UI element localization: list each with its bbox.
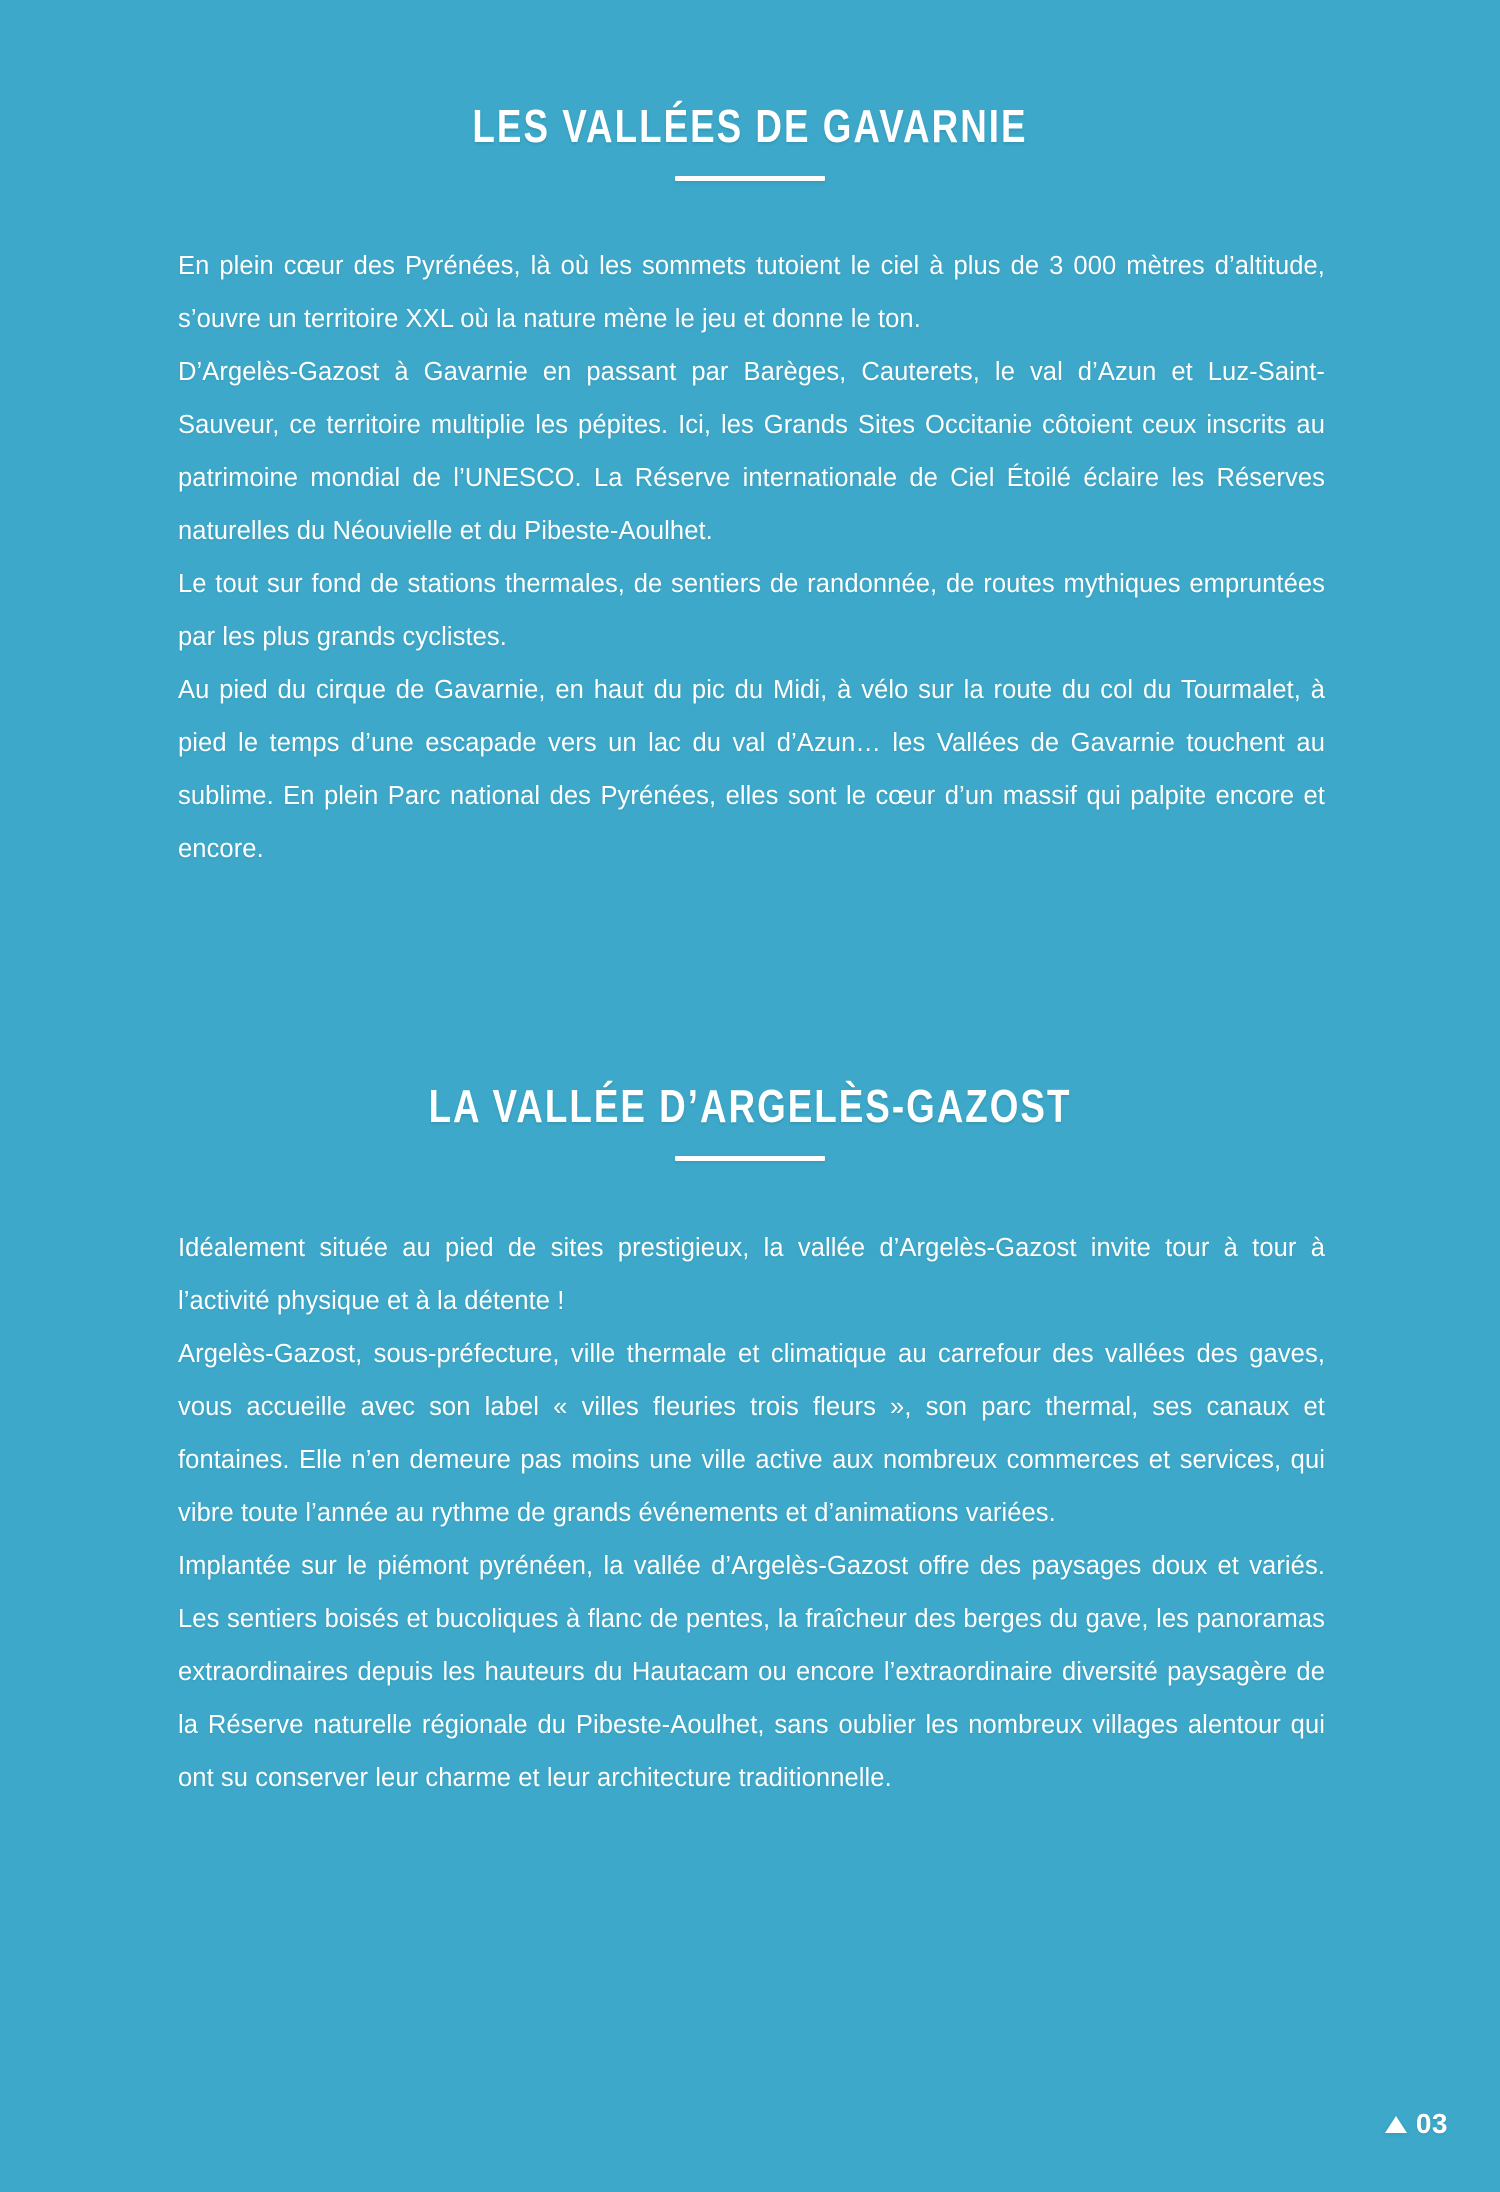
section-header-argeles (0, 1082, 1500, 1161)
triangle-up-icon (1385, 2116, 1407, 2133)
section-header-gavarnie (0, 102, 1500, 181)
section-title-argeles: LA VALLÉE D’ARGELÈS-GAZOST (428, 1080, 1072, 1132)
paragraph: Argelès-Gazost, sous-préfecture, ville thermale et climatique au carrefour des vallées des gaves, vous accueille avec son label « villes fleuries trois fleurs », son parc thermal, ses canaux et fontaines. Elle n’en demeure pas moins une ville active aux nombreux commerces et services, qui vibre toute l’année au rythme de grands événements et d’animations variées. (178, 1340, 1325, 1527)
paragraph: En plein cœur des Pyrénées, là où les sommets tutoient le ciel à plus de 3 000 mètres d’altitude, s’ouvre un territoire XXL où la nature mène le jeu et donne le ton. (178, 252, 1325, 333)
section-body-gavarnie (178, 240, 1325, 876)
paragraph: Idéalement située au pied de sites prestigieux, la vallée d’Argelès-Gazost invite tour à tour à l’activité physique et à la détente ! (178, 1234, 1325, 1315)
page-number: 03 (1415, 2108, 1448, 2139)
paragraph: D’Argelès-Gazost à Gavarnie en passant par Barèges, Cauterets, le val d’Azun et Luz-Saint-Sauveur, ce territoire multiplie les pépites. Ici, les Grands Sites Occitanie côtoient ceux inscrits au patrimoine mondial de l’UNESCO. La Réserve internationale de Ciel Étoilé éclaire les Réserves naturelles du Néouvielle et du Pibeste-Aoulhet. (178, 358, 1325, 545)
page-footer (1385, 2108, 1448, 2140)
heading-divider-gavarnie (675, 176, 825, 181)
section-title-gavarnie: LES VALLÉES DE GAVARNIE (472, 100, 1028, 152)
paragraph: Le tout sur fond de stations thermales, de sentiers de randonnée, de routes mythiques empruntées par les plus grands cyclistes. (178, 570, 1325, 651)
section-body-argeles (178, 1222, 1325, 1805)
paragraph: Implantée sur le piémont pyrénéen, la vallée d’Argelès-Gazost offre des paysages doux et variés. Les sentiers boisés et bucoliques à flanc de pentes, la fraîcheur des berges du gave, les panoramas extraordinaires depuis les hauteurs du Hautacam ou encore l’extraordinaire diversité paysagère de la Réserve naturelle régionale du Pibeste-Aoulhet, sans oublier les nombreux villages alentour qui ont su conserver leur charme et leur architecture traditionnelle. (178, 1552, 1325, 1792)
paragraph: Au pied du cirque de Gavarnie, en haut du pic du Midi, à vélo sur la route du col du Tourmalet, à pied le temps d’une escapade vers un lac du val d’Azun… les Vallées de Gavarnie touchent au sublime. En plein Parc national des Pyrénées, elles sont le cœur d’un massif qui palpite encore et encore. (178, 676, 1325, 863)
heading-divider-argeles (675, 1156, 825, 1161)
